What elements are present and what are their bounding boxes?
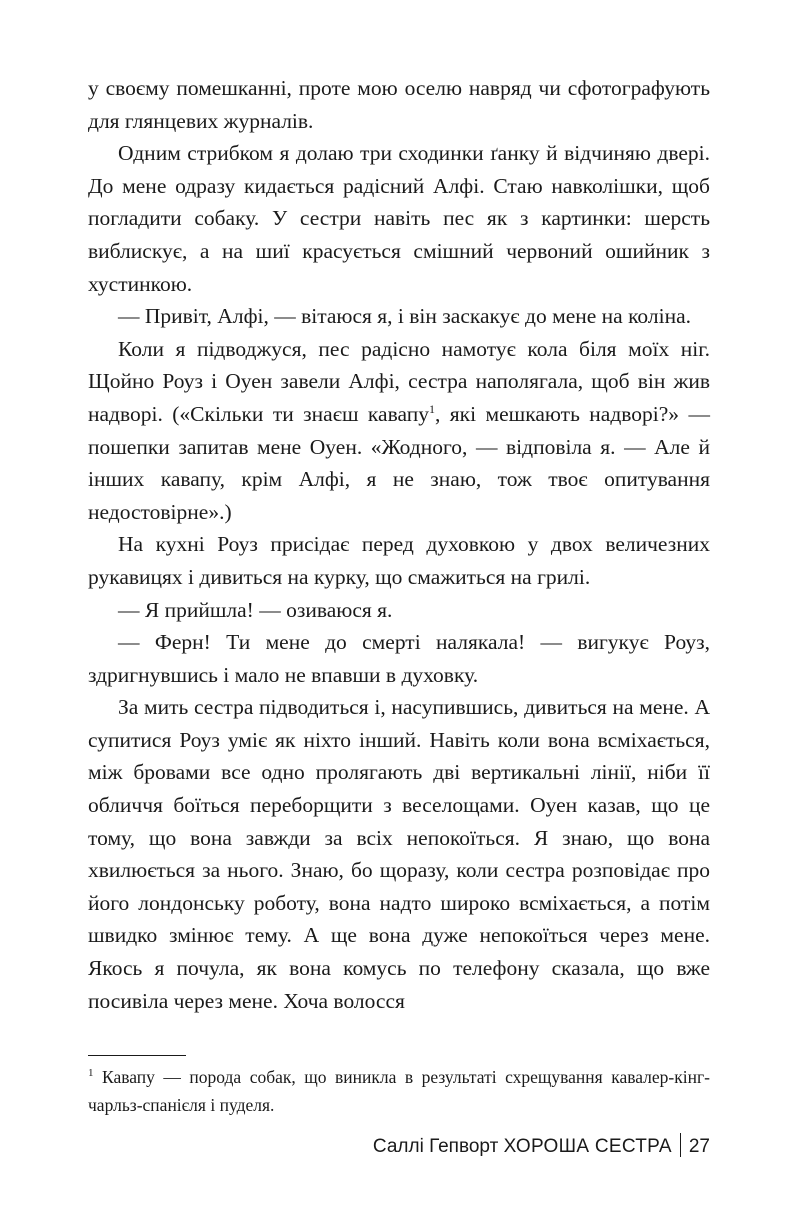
footnote-marker: 1 <box>88 1067 94 1080</box>
footer-author: Саллі Гепворт <box>372 1136 499 1157</box>
paragraph-continued: у своєму помешканні, проте мою оселю навряд чи сфотографують для глянцевих журналів. <box>88 76 710 133</box>
running-footer <box>373 1133 710 1160</box>
footnote <box>88 1063 710 1119</box>
footer-book-title: ХОРОША СЕСТРА <box>503 1136 672 1157</box>
paragraph: На кухні Роуз присідає перед духовкою у двох величезних рукавицях і дивиться на курку, що смажиться на грилі. <box>88 532 710 589</box>
footnote-divider <box>88 1055 186 1056</box>
footnote-reference[interactable]: 1 <box>428 401 435 416</box>
footer-separator <box>680 1133 681 1157</box>
paragraph-text: , які мешкають надворі?» — пошепки запитав мене Оуен. «Жодного, — відповіла я. — Але й інших кавапу, крім Алфі, я не знаю, тож твоє опитування недостовірне».) <box>88 401 710 524</box>
body-text <box>88 72 710 1017</box>
paragraph-with-footnote <box>88 333 710 529</box>
page-number: 27 <box>688 1136 710 1157</box>
footnote-text: Кавапу — порода собак, що виникла в результаті схрещування кавалер-кінг-чарльз-спанієля і пуделя. <box>88 1067 710 1115</box>
paragraph-dialogue: — Я прийшла! — озиваюся я. <box>118 597 393 622</box>
paragraph-text: Коли я підводжуся, пес радісно намотує кола біля моїх ніг. Щойно Роуз і Оуен завели Алфі, сестра наполягала, щоб він жив надворі. («Скільки ти знаєш кавапу <box>88 336 710 426</box>
paragraph-dialogue: — Привіт, Алфі, — вітаюся я, і він заскакує до мене на коліна. <box>118 304 692 329</box>
paragraph-dialogue: — Ферн! Ти мене до смерті налякала! — вигукує Роуз, здригнувшись і мало не впавши в духовку. <box>88 630 710 687</box>
paragraph: Одним стрибком я долаю три сходинки ґанку й відчиняю двері. До мене одразу кидається радісний Алфі. Стаю навколішки, щоб погладити собаку. У сестри навіть пес як з картинки: шерсть виблискує, а на шиї красується смішний червоний ошийник з хустинкою. <box>88 141 710 296</box>
paragraph: За мить сестра підводиться і, насупившись, дивиться на мене. А супитися Роуз уміє як ніхто інший. Навіть коли вона всміхається, між бровами все одно пролягають дві вертикальні лінії, ніби її обличчя боїться переборщити з веселощами. Оуен казав, що це тому, що вона завжди за всіх непокоїться. Я знаю, що вона хвилюється за нього. Знаю, бо щоразу, коли сестра розповідає про його лондонську роботу, вона надто широко всміхається, а потім швидко змінює тему. А ще вона дуже непокоїться через мене. Якось я почула, як вона комусь по телефону сказала, що вже посивіла через мене. Хоча волосся <box>88 695 710 1013</box>
